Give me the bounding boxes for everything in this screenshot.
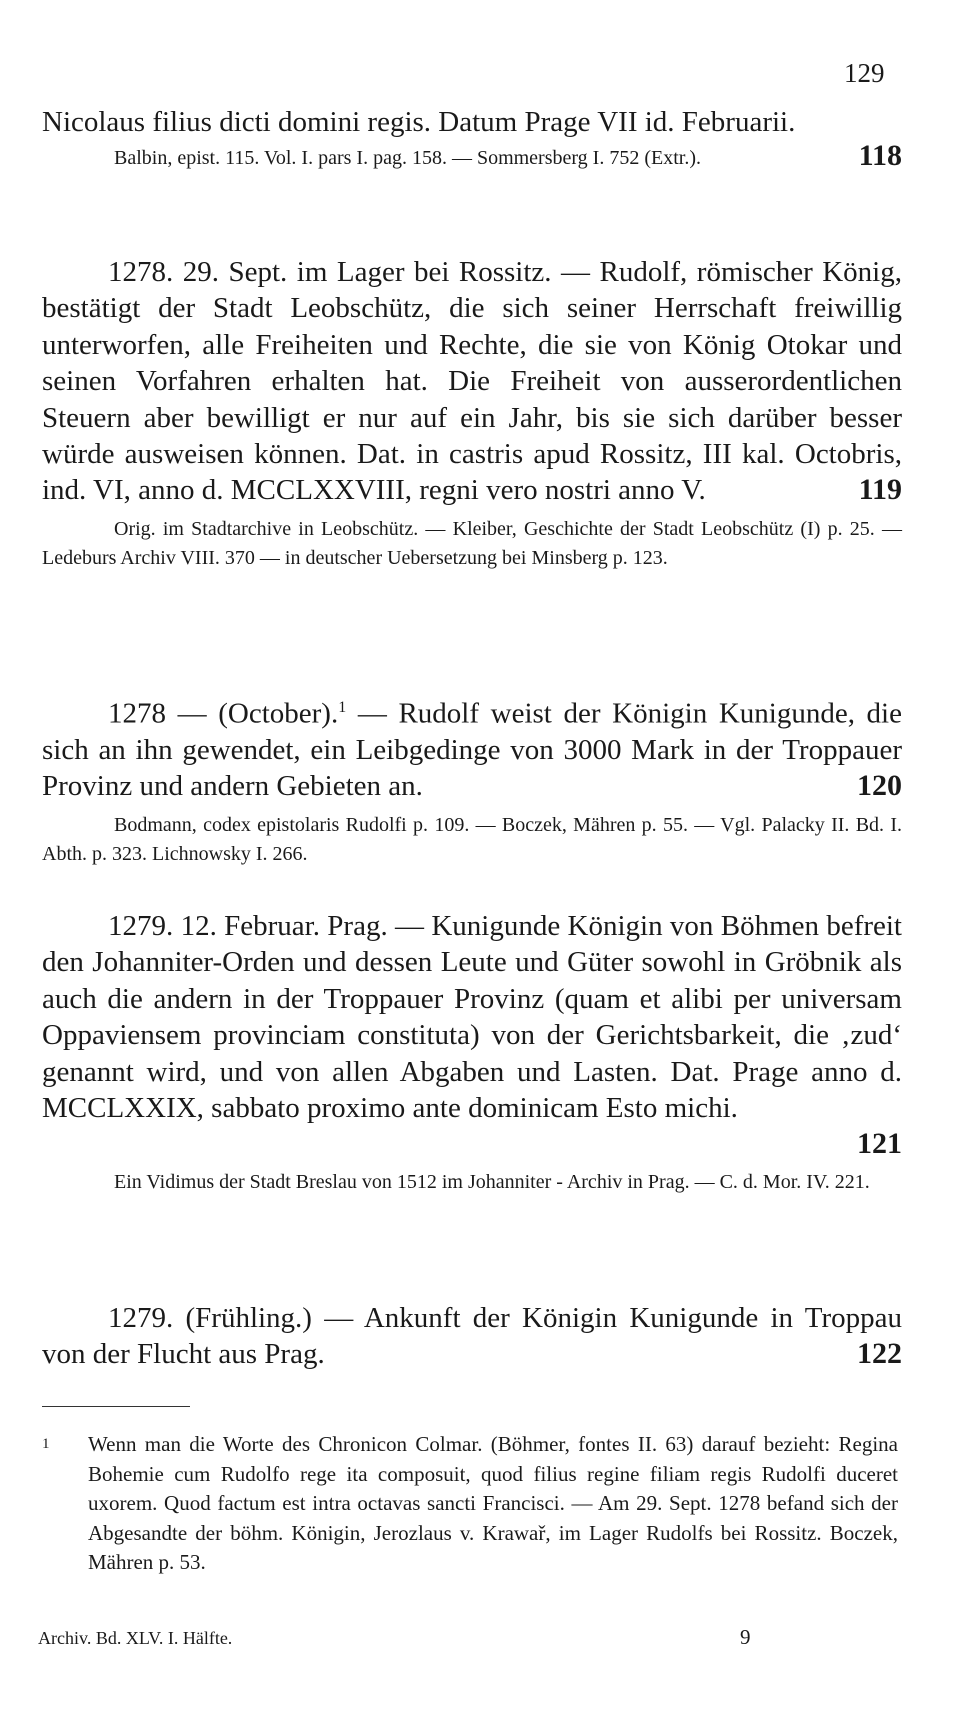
entry-122 <box>42 1300 902 1373</box>
footnote <box>42 1430 900 1578</box>
entry-source: Ein Vidimus der Stadt Breslau von 1512 im Johanniter - Archiv in Prag. — C. d. Mor. IV. 221. <box>114 1171 870 1194</box>
footer-volume: Archiv. Bd. XLV. I. Hälfte. <box>38 1628 233 1648</box>
entry-number: 119 <box>858 473 902 507</box>
footnote-reference[interactable]: 1 <box>338 699 347 716</box>
footer-signature: 9 <box>740 1625 751 1649</box>
footnote-text: Wenn man die Worte des Chronicon Colmar. (Böhmer, fontes II. 63) darauf bezieht: Regina Bohemie cum Rudolfo rege ita composuit, quod filius regine filiam regis Rudolfi duceret uxorem. Quod factum est intra octavas sancti Francisci. — Am 29. Sept. 1278 befand sich der Abgesandte der böhm. Königin, Jerozlaus v. Krawař, im Lager Rudolfs bei Rossitz. Boczek, Mähren p. 53. <box>88 1432 898 1574</box>
footnote-mark: 1 <box>42 1436 50 1452</box>
entry-source: Bodmann, codex epistolaris Rudolfi p. 109. — Boczek, Mähren p. 55. — Vgl. Palacky II. Bd. I. Abth. p. 323. Lichnowsky I. 266. <box>42 813 902 865</box>
entry-number: 121 <box>857 1127 902 1161</box>
entry-119 <box>42 254 902 573</box>
entry-121 <box>42 908 902 1197</box>
entry-text: 1278 — (October).$^1$ — Rudolf weist der Königin Kunigunde, die sich an ihn gewendet, ein Leibgedinge von 3000 Mark in der Troppauer Provinz und andern Gebieten an. 120 <box>42 690 902 805</box>
entry-text: 118 Nicolaus filius dicti domini regis. Datum Prage VII id. Februarii. <box>42 104 902 140</box>
entry-source: Orig. im Stadtarchive in Leobschütz. — Kleiber, Geschichte der Stadt Leobschütz (I) p. 25. — Ledeburs Archiv VIII. 370 — in deutscher Uebersetzung bei Minsberg p. 123. <box>42 517 902 569</box>
entry-text: 1279. 12. Februar. Prag. — Kunigunde Königin von Böhmen befreit den Johanniter-Orden und dessen Leute und Güter sowohl in Gröbnik als auch die andern in der Troppauer Provinz (quam et alibi per universam Oppaviensem provinciam constituta) von der Gerichtsbarkeit, die ‚zud‘ genannt wird, und von allen Abgaben und Lasten. Dat. Prage anno d. MCCLXXIX, sabbato proximo ante dominicam Esto michi. <box>42 910 902 1125</box>
entry-text: 1278. 29. Sept. im Lager bei Rossitz. — Rudolf, römischer König, bestätigt der Stadt Leobschütz, die sich seiner Herrschaft freiwillig unterworfen, alle Freiheiten und Rechte, die sie von König Otokar und seinen Vorfahren erhalten hat. Die Freiheit von ausserordentlichen Steuern aber bewilligt er nur auf ein Jahr, bis sie sich darüber besser würde ausweisen können. Dat. in castris apud Rossitz, III kal. Octobris, ind. VI, anno d. MCCLXXVIII, regni vero nostri anno V. 119 <box>42 254 902 509</box>
footnote-divider <box>42 1406 190 1407</box>
entry-number: 122 <box>857 1337 902 1371</box>
entry-number: 120 <box>857 769 902 803</box>
entry-118 <box>42 104 902 174</box>
entry-text: 1279. (Frühling.) — Ankunft der Königin Kunigunde in Troppau von der Flucht aus Prag. 122 <box>42 1300 902 1373</box>
entry-source: Balbin, epist. 115. Vol. I. pars I. pag. 158. — Sommersberg I. 752 (Extr.). <box>114 147 701 170</box>
entry-number: 118 <box>858 139 902 172</box>
page-number: 129 <box>844 58 885 88</box>
entry-120 <box>42 690 902 869</box>
